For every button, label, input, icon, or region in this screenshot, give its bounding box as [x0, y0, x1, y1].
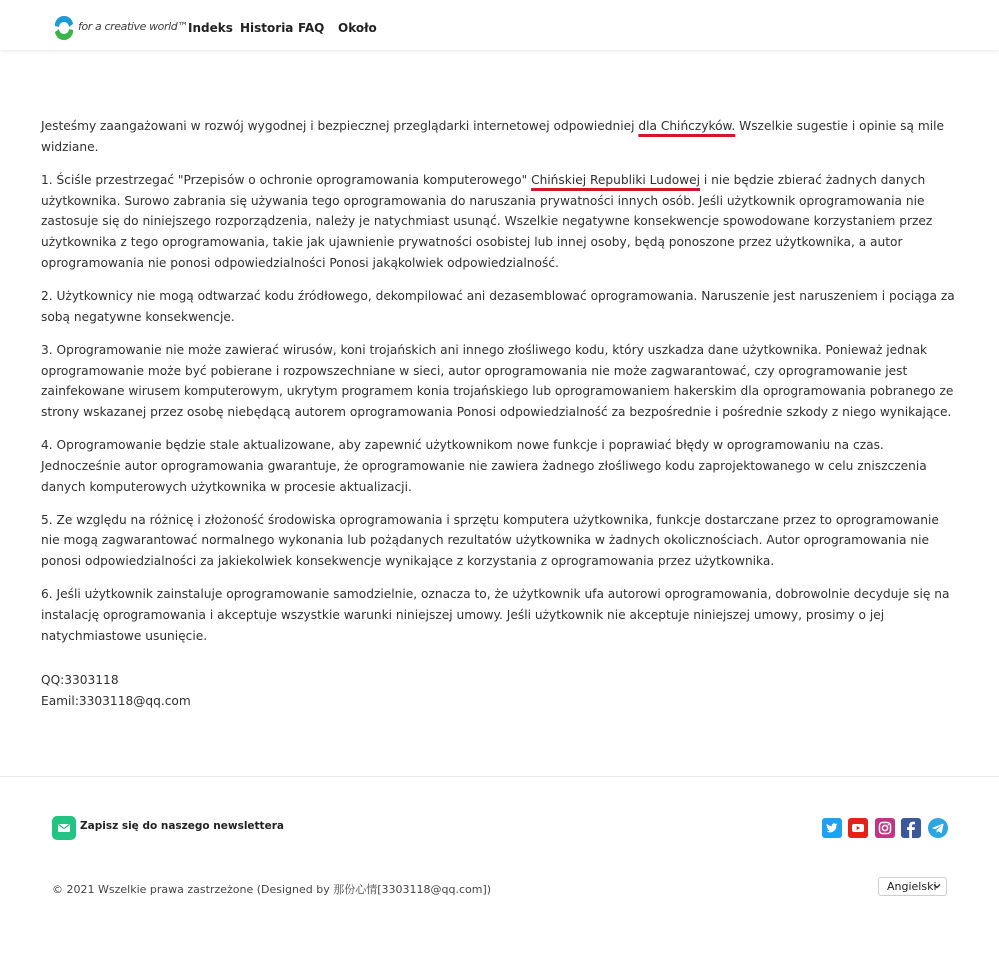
twitter-icon[interactable]: [822, 818, 842, 838]
terms-paragraph-4: 4. Oprogramowanie będzie stale aktualizowane, aby zapewnić użytkownikom nowe funkcje i poprawiać błędy w oprogramowaniu na czas. Jednocześnie autor oprogramowania gwarantuje, że oprogramowanie nie zawiera żadnego złośliwego kodu zaprojektowanego w celu zniszczenia danych komputerowych użytkownika w procesie aktualizacji.: [41, 438, 927, 494]
contact-info: [41, 670, 191, 711]
top-navbar: [0, 0, 999, 50]
nav-link-faq[interactable]: FAQ: [298, 21, 325, 35]
terms-paragraph-5: 5. Ze względu na różnicę i złożoność środowiska oprogramowania i sprzętu komputera użytkownika, funkcje dostarczane przez to oprogramowanie nie mogą zagwarantować normalnego wykonania lub pożądanych rezultatów użytkownika w żadnych okolicznościach. Autor oprogramowania nie ponosi odpowiedzialności za jakiekolwiek konsekwencje wynikające z korzystania z oprogramowania przez użytkownika.: [41, 512, 939, 569]
terms-paragraph-3: 3. Oprogramowanie nie może zawierać wirusów, koni trojańskich ani innego złośliwego kodu, który uszkadza dane użytkownika. Ponieważ jednak oprogramowanie może być pobierane i rozpowszechniane w sieci, autor oprogramowania nie może zagwarantować, czy oprogramowanie jest zainfekowane wirusem komputerowym, ukrytym programem konia trojańskiego lub oprogramowaniem hakerskim dla oprogramowania pobranego ze strony wskazanej przez osobę niebędącą autorem oprogramowania Ponosi odpowiedzialność za bezpośrednie i pośrednie szkody z niego wynikające.: [41, 342, 954, 419]
nav-link-okolo[interactable]: Około: [338, 21, 377, 35]
youtube-icon[interactable]: [848, 818, 868, 838]
highlighted-phrase: dla Chińczyków.: [638, 119, 736, 133]
telegram-icon[interactable]: [928, 818, 948, 838]
terms-paragraph-1: [41, 170, 961, 274]
terms-paragraph-6: 6. Jeśli użytkownik zainstaluje oprogramowanie samodzielnie, oznacza to, że użytkownik ufa autorowi oprogramowania, dobrowolnie decyduje się na instalację oprogramowania i akceptuje wszystkie warunki niniejszej umowy. Jeśli użytkownik nie akceptuje niniejszej umowy, prosimy o jej natychmiastowe usunięcie.: [41, 587, 950, 643]
footer-divider: [0, 776, 999, 777]
email-contact: Eamil:3303118@qq.com: [41, 693, 191, 708]
p1-text-end: i nie będzie zbierać żadnych danych użytkownika. Surowo zabrania się używania tego oprogramowania do naruszania prywatności innych osób. Jeśli użytkownik oprogramowania nie zastosuje się do niniejszego rozporządzenia, należy je natychmiast usunąć. Wszelkie negatywne konsekwencje spowodowane korzystaniem przez użytkownika z tego oprogramowania, takie jak ujawnienie prywatności osobistej lub innej osoby, będą ponoszone przez użytkownika, a autor oprogramowania nie ponosi odpowiedzialności Ponosi jakąkolwiek odpowiedzialność.: [41, 172, 933, 270]
p1-text: 1. Ściśle przestrzegać "Przepisów o ochronie oprogramowania komputerowego": [41, 172, 532, 187]
chevron-down-icon: [932, 881, 942, 891]
language-select[interactable]: [878, 877, 947, 896]
site-logo[interactable]: [52, 16, 188, 41]
mail-icon[interactable]: [52, 816, 76, 840]
intro-text: Jesteśmy zaangażowani w rozwój wygodnej i bezpiecznej przeglądarki internetowej odpowiedniej: [41, 119, 639, 133]
logo-text: for a creative world™: [78, 20, 188, 33]
copyright-text: © 2021 Wszelkie prawa zastrzeżone (Designed by 那份心情[3303118@qq.com]): [52, 883, 492, 896]
language-selected: Angielski: [887, 880, 937, 893]
terms-paragraph-2: 2. Użytkownicy nie mogą odtwarzać kodu źródłowego, dekompilować ani dezasemblować oprogramowania. Naruszenie jest naruszeniem i pociąga za sobą negatywne konsekwencje.: [41, 288, 955, 324]
terms-content: [41, 116, 961, 659]
intro-text-end: Wszelkie sugestie i opinie są mile widziane.: [41, 119, 945, 154]
instagram-icon[interactable]: [875, 818, 895, 838]
intro-paragraph: [41, 116, 961, 157]
nav-link-historia[interactable]: Historia: [240, 21, 294, 35]
qq-contact: QQ:3303118: [41, 673, 119, 687]
newsletter-link[interactable]: Zapisz się do naszego newslettera: [80, 820, 284, 832]
logo-mark-icon: [52, 16, 76, 40]
facebook-icon[interactable]: [901, 818, 921, 838]
nav-link-indeks[interactable]: Indeks: [188, 21, 233, 35]
highlighted-phrase: Chińskiej Republiki Ludowej: [531, 172, 701, 187]
